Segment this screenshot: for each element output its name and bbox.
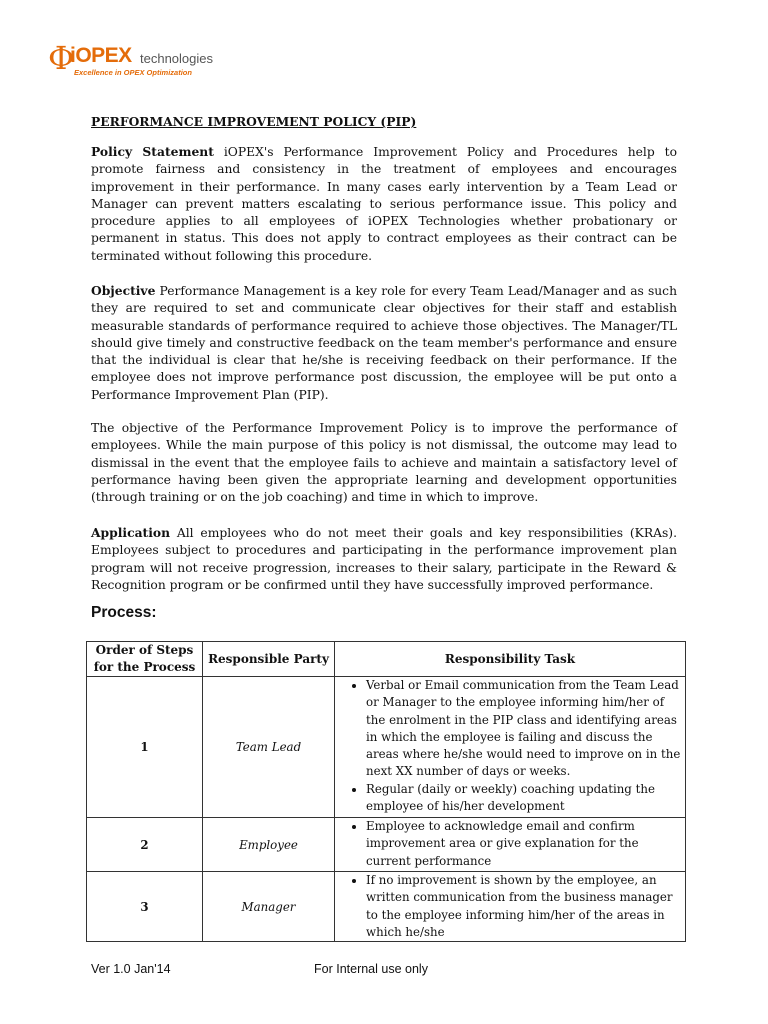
objective-heading: Objective (91, 283, 156, 298)
policy-statement-heading: Policy Statement (91, 144, 214, 159)
table-row (87, 677, 686, 818)
objective-paragraph-2: The objective of the Performance Improvement Policy is to improve the performance of employees. While the main purpose of this policy is not dismissal, the outcome may lead to dismissal in the event that the employee fails to achieve and maintain a satisfactory level of performance having been given the appropriate learning and development opportunities (through training or on the job coaching) and time in which to improve. (91, 421, 677, 505)
footer-notice: For Internal use only (314, 962, 428, 976)
policy-statement-text: iOPEX's Performance Improvement Policy and Procedures help to promote fairness and consistency in the treatment of employees and encourages improvement in their performance. In many cases early intervention by a Team Lead or Manager can prevent matters escalating to serious performance issue. This policy and procedure applies to all employees of iOPEX Technologies whether probationary or permanent in status. This does not apply to contract employees as their contract can be terminated without following this procedure. (91, 145, 677, 263)
objective-paragraph (91, 282, 677, 404)
step-number: 1 (87, 677, 203, 818)
logo-tagline: Excellence in OPEX Optimization (74, 68, 192, 77)
process-heading: Process: (91, 604, 157, 621)
footer-version: Ver 1.0 Jan'14 (91, 962, 171, 976)
phi-logo-icon: Φ (48, 39, 75, 77)
objective-text: Performance Management is a key role for every Team Lead/Manager and as such they are required to set and communicate clear objectives for their staff and establish measurable standards of performance required to achieve those objectives. The Manager/TL should give timely and constructive feedback on the team member's performance and ensure that the individual is clear that he/she is receiving feedback on their performance. If the employee does not improve performance post discussion, the employee will be put onto a Performance Improvement Plan (PIP). (91, 284, 677, 402)
table-row (87, 872, 686, 942)
application-paragraph (91, 524, 677, 594)
task-item: • Employee to acknowledge email and confirm improvement area or give explanation for the current performance (366, 818, 681, 870)
application-heading: Application (91, 525, 171, 540)
responsible-party: Manager (203, 872, 335, 942)
application-text: All employees who do not meet their goals and key responsibilities (KRAs). Employees subject to procedures and participating in the performance improvement plan program will not receive progression, increases to their salary, participate in the Reward & Recognition program or be confirmed until they have successfully improved performance. (91, 526, 677, 592)
responsible-party: Team Lead (203, 677, 335, 818)
responsible-party: Employee (203, 818, 335, 872)
logo-brand: iOPEX (70, 44, 132, 67)
policy-statement-paragraph (91, 143, 677, 265)
responsibility-task (335, 818, 686, 872)
step-number: 2 (87, 818, 203, 872)
header-responsible-party: Responsible Party (203, 642, 335, 677)
step-number: 3 (87, 872, 203, 942)
logo-brand-suffix: technologies (140, 51, 213, 66)
company-logo (48, 40, 248, 80)
task-item: • If no improvement is shown by the employee, an written communication from the business manager to the employee informing him/her of the areas in which he/she (366, 872, 681, 941)
task-item: • Regular (daily or weekly) coaching updating the employee of his/her development (366, 781, 681, 816)
header-order-of-steps: Order of Steps for the Process (87, 642, 203, 677)
table-row (87, 818, 686, 872)
process-table (86, 641, 686, 942)
task-item: • Verbal or Email communication from the Team Lead or Manager to the employee informing him/her of the enrolment in the PIP class and identifying areas in which the employee is failing and discuss the areas where he/she would need to improve on in the next XX number of days or weeks. (366, 677, 681, 781)
document-title: PERFORMANCE IMPROVEMENT POLICY (PIP) (91, 114, 417, 129)
responsibility-task (335, 677, 686, 818)
header-responsibility-task: Responsibility Task (335, 642, 686, 677)
table-header-row (87, 642, 686, 677)
responsibility-task (335, 872, 686, 942)
